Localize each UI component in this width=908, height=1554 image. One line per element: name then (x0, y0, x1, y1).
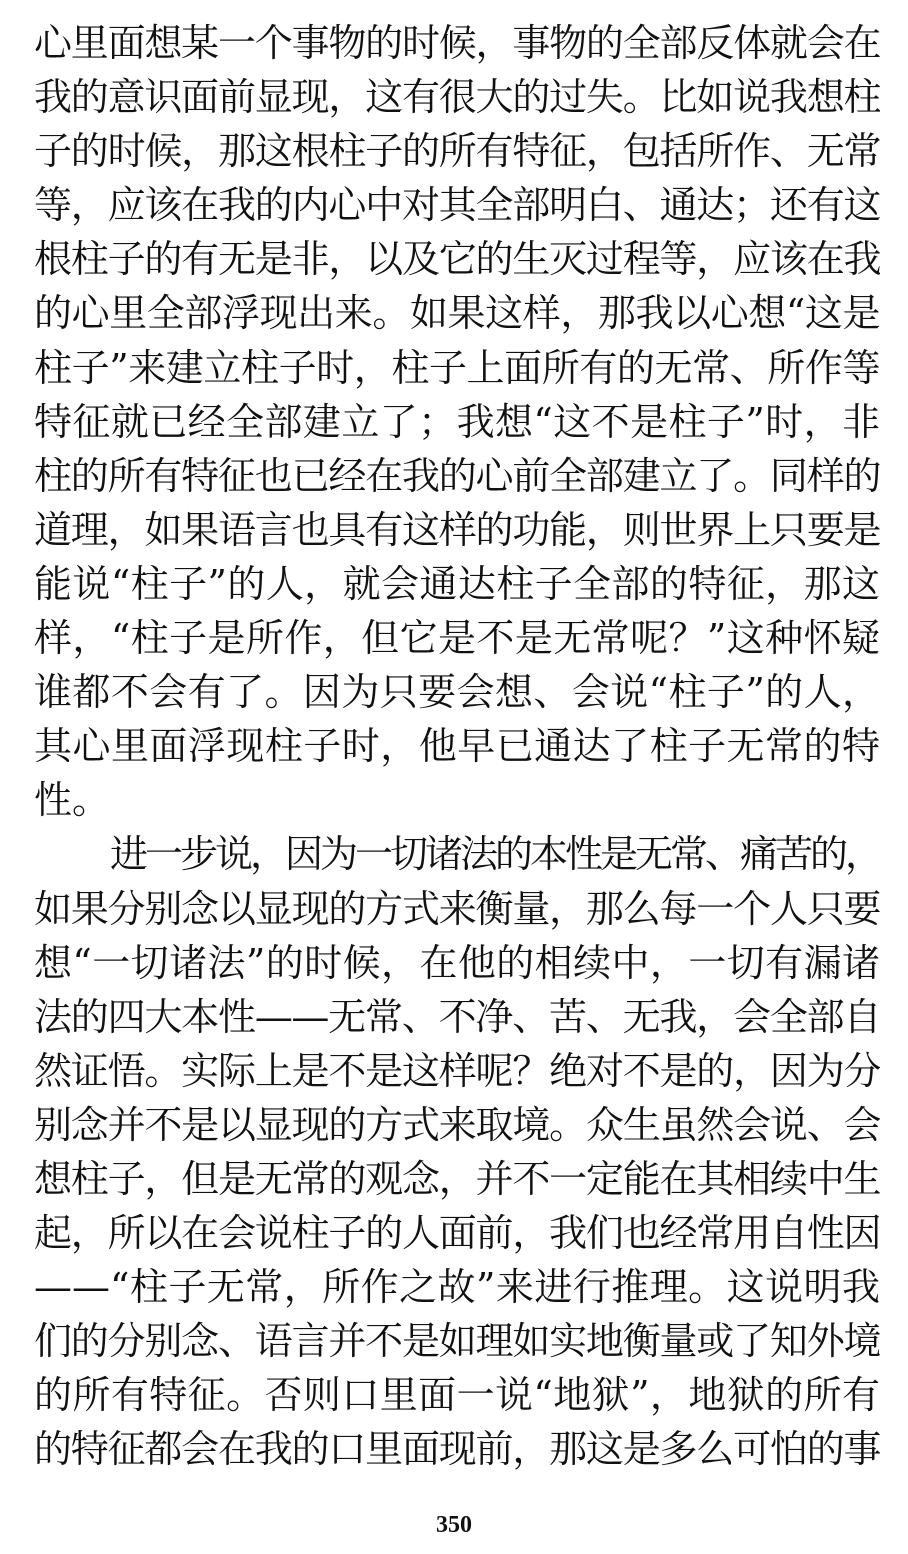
text-line: 等，应该在我的内心中对其全部明白、通达；还有这 (34, 183, 880, 228)
text-line: 特征就已经全部建立了；我想“这不是柱子”时，非 (34, 399, 880, 444)
text-line: 的特征都会在我的口里面现前，那这是多么可怕的事 (34, 1427, 880, 1472)
text-line: 道理，如果语言也具有这样的功能，则世界上只要是 (34, 507, 880, 552)
text-line: 进一步说，因为一切诸法的本性是无常、痛苦的， (110, 832, 880, 877)
text-line: 心里面想某一个事物的时候，事物的全部反体就会在 (34, 21, 880, 65)
text-line: 如果分别念以显现的方式来衡量，那么每一个人只要 (34, 886, 880, 931)
text-line: 的所有特征。否则口里面一说“地狱”，地狱的所有 (34, 1373, 880, 1418)
text-line: 们的分别念、语言并不是如理如实地衡量或了知外境 (34, 1319, 880, 1364)
text-line: 起，所以在会说柱子的人面前，我们也经常用自性因 (34, 1211, 880, 1256)
text-line: 想“一切诸法”的时候，在他的相续中，一切有漏诸 (34, 940, 880, 985)
text-line: ——“柱子无常，所作之故”来进行推理。这说明我 (34, 1265, 880, 1310)
text-line: 子的时候，那这根柱子的所有特征，包括所作、无常 (34, 129, 880, 174)
paragraph-2 (34, 827, 880, 1476)
text-line: 其心里面浮现柱子时，他早已通达了柱子无常的特 (34, 724, 880, 769)
body-text (34, 16, 880, 1477)
paragraph-1 (34, 16, 880, 827)
text-line: 法的四大本性——无常、不净、苦、无我，会全部自 (34, 994, 880, 1039)
text-line: 样，“柱子是所作，但它是不是无常呢？”这种怀疑 (34, 616, 880, 661)
text-line: 性。 (34, 778, 111, 823)
text-line: 谁都不会有了。因为只要会想、会说“柱子”的人， (34, 670, 880, 715)
text-line: 柱的所有特征也已经在我的心前全部建立了。同样的 (34, 453, 880, 498)
text-line: 然证悟。实际上是不是这样呢？绝对不是的，因为分 (34, 1048, 880, 1093)
text-line: 根柱子的有无是非，以及它的生灭过程等，应该在我 (34, 237, 880, 282)
text-line: 想柱子，但是无常的观念，并不一定能在其相续中生 (34, 1156, 880, 1201)
text-line: 能说“柱子”的人，就会通达柱子全部的特征，那这 (34, 561, 880, 606)
page-number: 350 (436, 1512, 472, 1538)
text-line: 柱子”来建立柱子时，柱子上面所有的无常、所作等 (34, 345, 880, 390)
text-line: 别念并不是以显现的方式来取境。众生虽然会说、会 (34, 1102, 880, 1147)
text-line: 我的意识面前显现，这有很大的过失。比如说我想柱 (34, 75, 880, 120)
text-line: 的心里全部浮现出来。如果这样，那我以心想“这是 (34, 291, 880, 336)
